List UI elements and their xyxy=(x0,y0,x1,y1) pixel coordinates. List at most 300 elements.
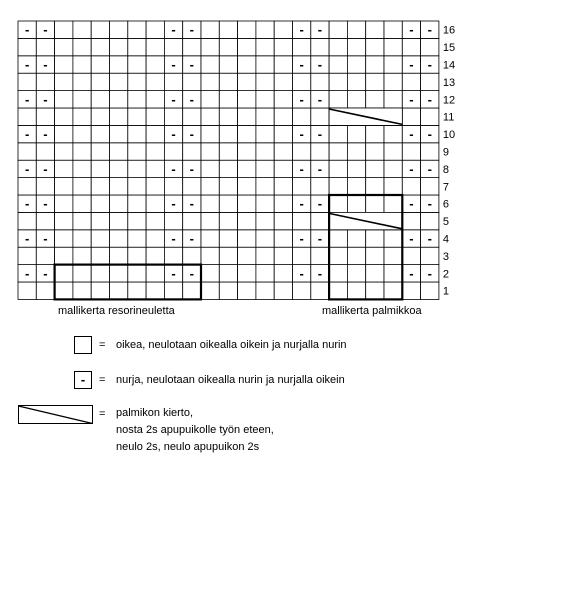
chart-cell xyxy=(73,230,91,247)
chart-cell xyxy=(164,108,182,125)
chart-cell xyxy=(421,108,439,125)
chart-cell xyxy=(219,212,237,229)
chart-cell xyxy=(219,178,237,195)
chart-cell xyxy=(347,178,365,195)
purl-mark: - xyxy=(189,196,195,212)
chart-cell xyxy=(128,143,146,160)
chart-cell xyxy=(421,38,439,55)
chart-cell xyxy=(55,143,73,160)
chart-cell xyxy=(164,73,182,90)
purl-mark: - xyxy=(317,265,323,281)
chart-cell xyxy=(256,125,274,142)
chart-cell xyxy=(256,73,274,90)
row-number: 5 xyxy=(442,216,450,229)
chart-cell xyxy=(91,195,109,212)
chart-cell xyxy=(18,282,36,299)
row-number: 1 xyxy=(442,285,450,298)
chart-cell xyxy=(55,247,73,264)
chart-cell xyxy=(128,178,146,195)
purl-mark: - xyxy=(171,161,176,177)
chart-cell xyxy=(219,108,237,125)
chart-cell xyxy=(55,38,73,55)
chart-cell xyxy=(55,195,73,212)
chart-cell xyxy=(293,212,311,229)
chart-cell xyxy=(201,282,219,299)
purl-mark: - xyxy=(317,231,323,246)
chart-cell xyxy=(146,91,164,108)
chart-cell xyxy=(146,230,164,247)
chart-cell xyxy=(110,21,128,38)
chart-cell xyxy=(73,195,91,212)
chart-cell xyxy=(110,91,128,108)
caption-resori-repeat: mallikerta resorineuletta xyxy=(58,305,175,317)
purl-mark: - xyxy=(427,57,432,72)
legend-cable-line-3: neulo 2s, neulo apupuikon 2s xyxy=(116,441,260,453)
chart-cell xyxy=(347,143,365,160)
chart-cell xyxy=(329,230,347,247)
chart-cell xyxy=(128,38,146,55)
chart-cell xyxy=(146,38,164,55)
chart-cell xyxy=(347,230,365,247)
chart-cell xyxy=(311,143,329,160)
purl-mark: - xyxy=(409,57,414,72)
purl-mark: - xyxy=(317,126,323,142)
chart-cell xyxy=(238,73,256,90)
chart-cell xyxy=(55,265,73,282)
chart-cell xyxy=(402,108,420,125)
chart-cell xyxy=(73,178,91,195)
chart-cell xyxy=(128,125,146,142)
chart-cell xyxy=(91,160,109,177)
chart-cell xyxy=(55,108,73,125)
chart-cell xyxy=(110,125,128,142)
chart-cell xyxy=(110,56,128,73)
chart-cell xyxy=(219,195,237,212)
chart-cell xyxy=(238,212,256,229)
chart-cell xyxy=(402,247,420,264)
row-numbers xyxy=(443,25,455,298)
purl-mark: - xyxy=(299,265,304,281)
chart-cell xyxy=(329,21,347,38)
purl-mark: - xyxy=(171,126,176,142)
purl-mark: - xyxy=(189,265,195,281)
chart-cell xyxy=(311,38,329,55)
chart-cell xyxy=(329,91,347,108)
chart-cell xyxy=(164,38,182,55)
chart-cell xyxy=(274,230,292,247)
chart-cell xyxy=(201,195,219,212)
purl-mark: - xyxy=(299,126,304,142)
chart-cell xyxy=(366,247,384,264)
purl-mark: - xyxy=(171,265,176,281)
chart-cell xyxy=(146,21,164,38)
purl-mark: - xyxy=(171,57,176,72)
chart-cell xyxy=(91,265,109,282)
chart-cell xyxy=(183,108,201,125)
purl-mark: - xyxy=(409,126,414,142)
purl-mark: - xyxy=(24,22,30,38)
chart-cell xyxy=(128,56,146,73)
chart-cell xyxy=(256,91,274,108)
chart-cell xyxy=(183,143,201,160)
chart-cell xyxy=(183,282,201,299)
chart-cell xyxy=(219,143,237,160)
chart-cell xyxy=(256,212,274,229)
purl-mark: - xyxy=(299,196,304,212)
chart-cell xyxy=(55,212,73,229)
chart-cell xyxy=(274,91,292,108)
chart-cell xyxy=(73,21,91,38)
purl-mark: - xyxy=(427,126,432,142)
chart-cell xyxy=(238,247,256,264)
chart-cell xyxy=(384,265,402,282)
purl-mark: - xyxy=(299,91,304,107)
chart-cell xyxy=(402,178,420,195)
chart-cell xyxy=(201,56,219,73)
chart-cell xyxy=(183,212,201,229)
chart-cell xyxy=(274,282,292,299)
chart-cell xyxy=(366,265,384,282)
chart-cell xyxy=(91,282,109,299)
chart-cell xyxy=(384,21,402,38)
chart-cell xyxy=(238,125,256,142)
chart-cell xyxy=(91,143,109,160)
chart-cell xyxy=(128,265,146,282)
chart-cell xyxy=(183,38,201,55)
chart-cell xyxy=(201,108,219,125)
row-number: 6 xyxy=(442,198,450,211)
legend-cable-line-2: nosta 2s apupuikolle työn eteen, xyxy=(116,424,274,436)
chart-cell xyxy=(73,143,91,160)
chart-cell xyxy=(274,212,292,229)
chart-cell xyxy=(18,73,36,90)
chart-cell xyxy=(128,247,146,264)
chart-cell xyxy=(274,265,292,282)
chart-cell xyxy=(421,143,439,160)
chart-cell xyxy=(347,125,365,142)
purl-mark: - xyxy=(317,57,323,72)
purl-mark: - xyxy=(409,265,414,281)
purl-mark: - xyxy=(409,22,414,38)
chart-cell xyxy=(73,108,91,125)
chart-cell xyxy=(347,21,365,38)
chart-cell xyxy=(73,56,91,73)
row-number: 10 xyxy=(442,129,456,142)
chart-cell xyxy=(201,230,219,247)
chart-cell xyxy=(347,91,365,108)
purl-mark: - xyxy=(171,91,176,107)
chart-cell xyxy=(55,21,73,38)
chart-cell xyxy=(238,38,256,55)
chart-cell xyxy=(347,265,365,282)
chart-cell xyxy=(366,143,384,160)
chart-cell xyxy=(366,38,384,55)
chart-cell xyxy=(421,178,439,195)
purl-mark: - xyxy=(43,91,48,107)
chart-cell xyxy=(256,230,274,247)
chart-cell xyxy=(55,91,73,108)
purl-mark: - xyxy=(317,196,323,212)
chart-cell xyxy=(91,108,109,125)
chart-cell xyxy=(91,212,109,229)
chart-cell xyxy=(36,38,54,55)
chart-cell xyxy=(73,282,91,299)
chart-cell xyxy=(366,56,384,73)
chart-cell xyxy=(256,56,274,73)
chart-cell xyxy=(110,265,128,282)
row-number: 14 xyxy=(442,59,456,72)
purl-dash: - xyxy=(80,372,86,387)
purl-mark: - xyxy=(299,57,304,72)
chart-cell xyxy=(201,91,219,108)
purl-mark: - xyxy=(427,161,432,177)
purl-mark: - xyxy=(43,22,48,38)
chart-cell xyxy=(274,160,292,177)
chart-cell xyxy=(110,160,128,177)
chart-cell xyxy=(110,212,128,229)
chart-cell xyxy=(366,195,384,212)
purl-mark: - xyxy=(427,91,432,107)
chart-cell xyxy=(293,282,311,299)
chart-cell xyxy=(219,160,237,177)
chart-cell xyxy=(421,73,439,90)
chart-cell xyxy=(219,38,237,55)
chart-cell xyxy=(293,247,311,264)
chart-cell xyxy=(329,247,347,264)
chart-cell xyxy=(55,230,73,247)
purl-mark: - xyxy=(24,91,30,107)
chart-cell xyxy=(293,178,311,195)
chart-cell xyxy=(146,56,164,73)
chart-cell xyxy=(384,247,402,264)
chart-cell xyxy=(329,160,347,177)
purl-mark: - xyxy=(299,161,304,177)
chart-cell xyxy=(256,282,274,299)
chart-cell xyxy=(219,230,237,247)
chart-cell xyxy=(146,125,164,142)
chart-cell xyxy=(311,108,329,125)
chart-cell xyxy=(329,38,347,55)
chart-cell xyxy=(256,247,274,264)
chart-cell xyxy=(366,125,384,142)
chart-cell xyxy=(73,212,91,229)
chart-cell xyxy=(293,108,311,125)
purl-mark: - xyxy=(427,22,432,38)
caption-cable-repeat: mallikerta palmikkoa xyxy=(322,305,422,317)
row-number: 12 xyxy=(442,94,456,107)
chart-cell xyxy=(256,178,274,195)
chart-cell xyxy=(238,282,256,299)
chart-cell xyxy=(238,178,256,195)
purl-mark: - xyxy=(189,161,195,177)
legend-cable-line-1: palmikon kierto, xyxy=(116,407,194,419)
chart-cell xyxy=(146,143,164,160)
purl-mark: - xyxy=(189,91,195,107)
chart-cell xyxy=(36,247,54,264)
chart-cell xyxy=(201,160,219,177)
purl-mark: - xyxy=(43,126,48,142)
purl-mark: - xyxy=(43,231,48,246)
chart-cell xyxy=(55,160,73,177)
chart-cell xyxy=(73,247,91,264)
chart-cell xyxy=(201,178,219,195)
chart-cell xyxy=(201,73,219,90)
chart-cell xyxy=(91,91,109,108)
chart-cell xyxy=(128,160,146,177)
chart-cell xyxy=(36,73,54,90)
chart-cell xyxy=(366,91,384,108)
chart-cell xyxy=(110,247,128,264)
row-number: 16 xyxy=(442,24,456,37)
chart-cell xyxy=(55,178,73,195)
chart-cell xyxy=(347,247,365,264)
legend-purl-symbol xyxy=(74,371,92,389)
chart-cell xyxy=(110,282,128,299)
chart-cell xyxy=(146,73,164,90)
chart-cell xyxy=(238,143,256,160)
chart-cell xyxy=(128,73,146,90)
chart-cell xyxy=(110,143,128,160)
legend-cable-symbol xyxy=(18,405,94,425)
chart-cell xyxy=(146,160,164,177)
chart-cell xyxy=(329,282,347,299)
chart-cell xyxy=(402,143,420,160)
chart-cell xyxy=(274,56,292,73)
chart-cell xyxy=(73,160,91,177)
row-number: 4 xyxy=(442,233,450,246)
chart-cell xyxy=(347,160,365,177)
chart-cell xyxy=(219,265,237,282)
chart-cell xyxy=(219,21,237,38)
chart-cell xyxy=(329,195,347,212)
chart-cell xyxy=(274,143,292,160)
chart-cell xyxy=(384,282,402,299)
purl-mark: - xyxy=(189,126,195,142)
chart-cell xyxy=(18,247,36,264)
chart-cell xyxy=(384,91,402,108)
chart-cell xyxy=(201,265,219,282)
legend-knit-symbol xyxy=(74,336,92,354)
chart-cell xyxy=(384,73,402,90)
chart-cell xyxy=(274,38,292,55)
chart-cell xyxy=(164,247,182,264)
chart-cell xyxy=(384,178,402,195)
chart-cell xyxy=(384,143,402,160)
purl-mark: - xyxy=(427,265,432,281)
purl-mark: - xyxy=(171,22,176,38)
purl-mark: - xyxy=(24,57,30,72)
chart-cell xyxy=(402,38,420,55)
purl-mark: - xyxy=(189,22,195,38)
purl-mark: - xyxy=(43,57,48,72)
chart-cell xyxy=(146,212,164,229)
purl-mark: - xyxy=(24,161,30,177)
chart-cell xyxy=(128,108,146,125)
purl-mark: - xyxy=(24,126,30,142)
chart-cell xyxy=(384,56,402,73)
chart-cell xyxy=(91,73,109,90)
chart-cell xyxy=(201,38,219,55)
purl-mark: - xyxy=(171,231,176,246)
chart-cell xyxy=(91,21,109,38)
chart-cell xyxy=(110,73,128,90)
chart-cell xyxy=(384,125,402,142)
chart-cell xyxy=(329,73,347,90)
chart-cell xyxy=(293,38,311,55)
chart-cell xyxy=(164,212,182,229)
chart-cell xyxy=(55,125,73,142)
purl-mark: - xyxy=(427,196,432,212)
purl-mark: - xyxy=(24,231,30,246)
chart-cell xyxy=(347,195,365,212)
chart-cell xyxy=(293,143,311,160)
purl-mark: - xyxy=(317,161,323,177)
legend-purl-text: nurja, neulotaan oikealla nurin ja nurjalla oikein xyxy=(116,374,345,386)
chart-cell xyxy=(91,125,109,142)
chart-cell xyxy=(201,247,219,264)
purl-mark: - xyxy=(43,161,48,177)
chart-cell xyxy=(36,178,54,195)
chart-cell xyxy=(347,56,365,73)
purl-mark: - xyxy=(189,57,195,72)
chart-cell xyxy=(183,73,201,90)
chart-cell xyxy=(274,73,292,90)
purl-mark: - xyxy=(409,231,414,246)
chart-cell xyxy=(256,195,274,212)
purl-mark: - xyxy=(171,196,176,212)
chart-cell xyxy=(18,108,36,125)
purl-mark: - xyxy=(409,91,414,107)
chart-cell xyxy=(274,247,292,264)
chart-cell xyxy=(146,282,164,299)
legend-purl-equals: = xyxy=(99,374,106,386)
chart-cell xyxy=(128,21,146,38)
chart-cell xyxy=(219,282,237,299)
chart-cell xyxy=(128,212,146,229)
chart-cell xyxy=(421,247,439,264)
chart-cell xyxy=(347,282,365,299)
chart-cell xyxy=(91,230,109,247)
legend-knit-text: oikea, neulotaan oikealla oikein ja nurjalla nurin xyxy=(116,339,347,351)
chart-cell xyxy=(402,73,420,90)
chart-cell xyxy=(55,56,73,73)
chart-cell xyxy=(274,108,292,125)
chart-cell xyxy=(238,108,256,125)
row-number: 15 xyxy=(442,42,456,55)
chart-cell xyxy=(91,247,109,264)
chart-cell xyxy=(73,91,91,108)
purl-mark: - xyxy=(299,231,304,246)
chart-cell xyxy=(238,230,256,247)
legend-knit-equals: = xyxy=(99,339,106,351)
purl-mark: - xyxy=(189,231,195,246)
chart-cell xyxy=(366,160,384,177)
row-number: 7 xyxy=(442,181,450,194)
chart-cell xyxy=(110,230,128,247)
chart-cell xyxy=(256,143,274,160)
chart-cell xyxy=(201,143,219,160)
chart-cell xyxy=(347,38,365,55)
chart-cell xyxy=(366,230,384,247)
chart-cell xyxy=(384,38,402,55)
chart-cell xyxy=(128,195,146,212)
chart-cell xyxy=(73,265,91,282)
chart-cell xyxy=(329,56,347,73)
chart-cell xyxy=(110,195,128,212)
chart-cell xyxy=(36,108,54,125)
chart-cell xyxy=(311,282,329,299)
chart-cell xyxy=(329,178,347,195)
